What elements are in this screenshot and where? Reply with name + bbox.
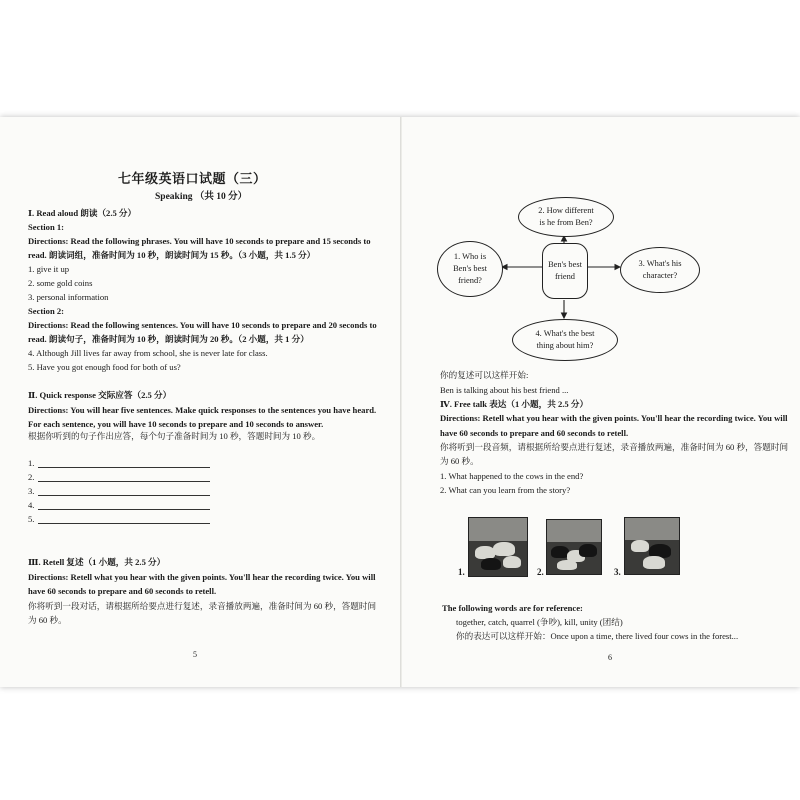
node-text: is he from Ben?	[539, 218, 593, 227]
section2-directions: Directions: You will hear five sentences. Make quick responses to the sentences you have heard.	[28, 405, 377, 415]
page-number: 6	[608, 653, 612, 662]
answer-line	[38, 523, 210, 524]
answer-number: 5.	[28, 514, 35, 524]
question-item: 2. What can you learn from the story?	[440, 485, 571, 495]
section3-directions-cn: 为 60 秒。	[28, 615, 67, 625]
node-text: friend	[555, 272, 575, 281]
book-spread	[0, 117, 800, 687]
answer-number: 4.	[28, 500, 35, 510]
start-hint: 你的复述可以这样开始:	[440, 370, 529, 380]
picture-label: 3.	[614, 567, 621, 577]
section3-directions: Directions: Retell what you hear with the given points. You'll hear the recording twice. You will	[28, 572, 376, 582]
answer-line	[38, 509, 210, 510]
phrase-item: 1. give it up	[28, 264, 70, 274]
node-text: 4. What's the best	[535, 329, 595, 338]
part1-directions-cn: read. 朗读词组，准备时间为 10 秒，朗读时间为 15 秒。（3 小题，共 1.5 分）	[28, 250, 316, 260]
mindmap-node-bottom	[512, 319, 618, 361]
node-text: Ben's best	[548, 260, 582, 269]
section3-directions: have 60 seconds to prepare and 60 seconds to retell.	[28, 586, 217, 596]
reference-words: together, catch, quarrel (争吵), kill, unity (团结)	[456, 617, 623, 627]
left-page	[0, 117, 400, 687]
section3-directions-cn: 你将听到一段对话，请根据所给要点进行复述，录音播放两遍，准备时间为 60 秒，答题时间	[28, 601, 377, 611]
exam-subtitle: Speaking （共 10 分）	[155, 192, 248, 202]
part2-directions-cn: read. 朗读句子，准备时间为 10 秒，朗读时间为 20 秒。（2 小题，共 1 分）	[28, 334, 309, 344]
section2-heading: Ⅱ. Quick response 交际应答（2.5 分）	[28, 390, 172, 400]
answer-line	[38, 467, 210, 468]
phrase-item: 2. some gold coins	[28, 278, 93, 288]
part1-label: Section 1:	[28, 222, 65, 232]
sentence-item: 4. Although Jill lives far away from school, she is never late for class.	[28, 348, 268, 358]
section4-heading: Ⅳ. Free talk 表达（1 小题，共 2.5 分）	[440, 399, 589, 409]
mindmap-node-right	[620, 247, 700, 293]
section4-directions: Directions: Retell what you hear with the given points. You'll hear the recording twice. You will	[440, 413, 788, 423]
start-sentence: Ben is talking about his best friend ...	[440, 385, 569, 395]
story-picture-3	[624, 517, 680, 575]
question-item: 1. What happened to the cows in the end?	[440, 471, 584, 481]
section2-directions-cn: 根据你听到的句子作出应答，每个句子准备时间为 10 秒，答题时间为 10 秒。	[28, 431, 321, 441]
section4-directions-cn: 你将听到一段音频，请根据所给要点进行复述，录音播放两遍，准备时间为 60 秒，答题时间	[440, 442, 789, 452]
right-page	[402, 117, 800, 687]
node-text: 1. Who is	[453, 252, 487, 261]
node-text: 2. How different	[538, 206, 594, 215]
node-text: 3. What's his	[638, 259, 682, 268]
mindmap-node-top	[518, 197, 614, 237]
part2-label: Section 2:	[28, 306, 65, 316]
phrase-item: 3. personal information	[28, 292, 109, 302]
mindmap-node-left	[437, 241, 503, 297]
answer-number: 1.	[28, 458, 35, 468]
section4-directions: have 60 seconds to prepare and 60 seconds to retell.	[440, 428, 629, 438]
answer-line	[38, 495, 210, 496]
section1-heading: Ⅰ. Read aloud 朗读（2.5 分）	[28, 208, 137, 218]
reference-heading: The following words are for reference:	[442, 603, 583, 613]
mindmap-node-center	[542, 243, 588, 299]
node-text: Ben's best	[453, 264, 487, 273]
picture-label: 2.	[537, 567, 544, 577]
story-picture-2	[546, 519, 602, 575]
part2-directions-en: Directions: Read the following sentences. You will have 10 seconds to prepare and 20 seconds to	[28, 320, 377, 330]
answer-line	[38, 481, 210, 482]
node-text: thing about him?	[536, 341, 594, 350]
story-start: 你的表达可以这样开始：Once upon a time, there lived four cows in the forest...	[456, 631, 739, 641]
answer-number: 2.	[28, 472, 35, 482]
story-picture-1	[468, 517, 528, 577]
answer-number: 3.	[28, 486, 35, 496]
exam-title: 七年级英语口试题（三）	[118, 171, 267, 186]
part1-directions-en: Directions: Read the following phrases. You will have 10 seconds to prepare and 15 seconds to	[28, 236, 371, 246]
sentence-item: 5. Have you got enough food for both of us?	[28, 362, 181, 372]
section3-heading: Ⅲ. Retell 复述（1 小题，共 2.5 分）	[28, 557, 166, 567]
node-text: friend?	[458, 276, 482, 285]
section2-directions: For each sentence, you will have 10 seconds to prepare and 10 seconds to answer.	[28, 419, 324, 429]
section4-directions-cn: 为 60 秒。	[440, 456, 479, 466]
page-number: 5	[193, 650, 197, 659]
node-text: character?	[642, 271, 678, 280]
picture-label: 1.	[458, 567, 465, 577]
